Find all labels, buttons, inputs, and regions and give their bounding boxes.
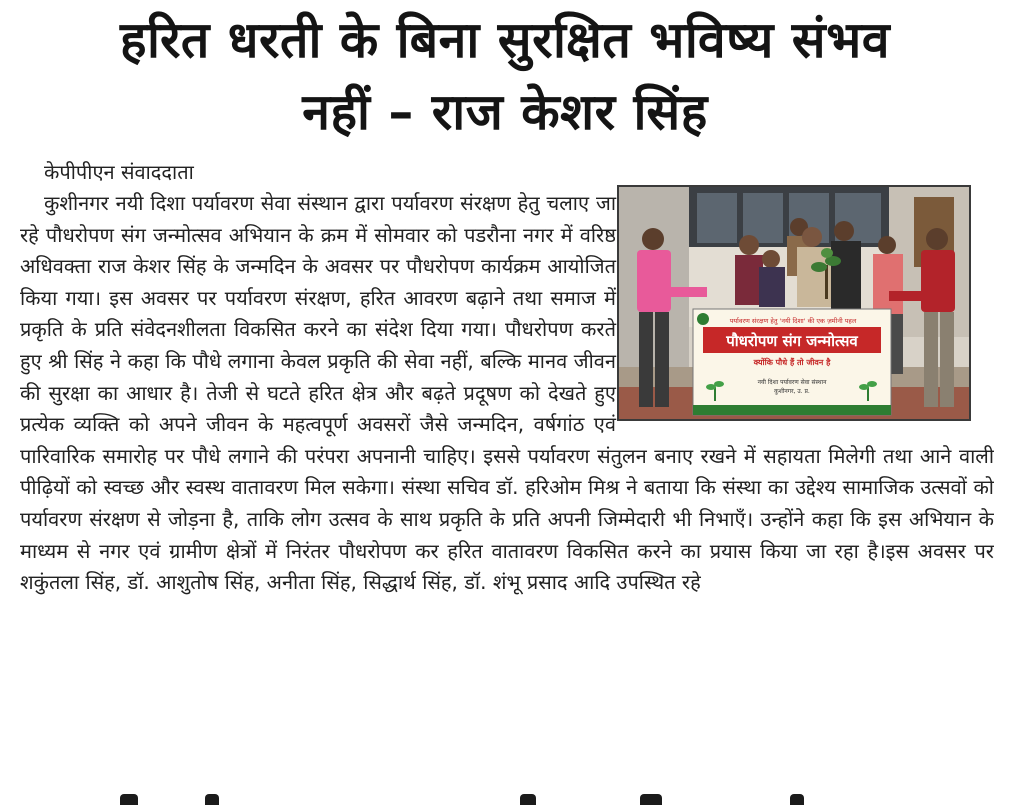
clipped-next-headline <box>0 790 1009 805</box>
clipped-glyph <box>120 794 138 805</box>
headline-line-1: हरित धरती के बिना सुरक्षित भविष्य संभव <box>119 11 891 69</box>
article-byline: केपीपीएन संवाददाता <box>44 160 194 184</box>
clipped-glyph <box>790 794 804 805</box>
article-body: कुशीनगर नयी दिशा पर्यावरण सेवा संस्थान द्वारा पर्यावरण संरक्षण हेतु चलाए जा रहे पौधरोपण संग जन्मोत्सव अभियान के क्रम में सोमवार को पडरौना नगर में वरिष्ठ अधिवक्ता राज केशर सिंह के जन्मदिन के अवसर पर पौधरोपण कार्यक्रम आयोजित किया गया। इस अवसर पर पर्यावरण संरक्षण, हरित आवरण बढ़ाने तथा समाज में प्रकृति के प्रति संवेदनशीलता विकसित करने का संदेश दिया गया। पौधरोपण करते हुए श्री सिंह ने कहा कि पौधे लगाना केवल प्रकृति की सेवा नहीं, बल्कि मानव जीवन की सुरक्षा का आधार है। तेजी से घटते हरित क्षेत्र और बढ़ते प्रदूषण को देखते हुए प्रत्येक व्यक्ति को अपने जीवन के महत्वपूर्ण अवसरों जैसे जन्मदिन, वर्षगांठ एवं पारिवारिक समारोह पर पौधे लगाने की परंपरा अपनानी चाहिए। इससे पर्यावरण संतुलन बनाए रखने में सहायता मिलेगी तथा आने वाली पीढ़ियों को स्वच्छ और स्वस्थ वातावरण मिल सकेगा। संस्था सचिव डॉ. हरिओम मिश्र ने बताया कि संस्था का उद्देश्य सामाजिक उत्सवों को पर्यावरण संरक्षण से जोड़ना है, ताकि लोग उत्सव के साथ प्रकृति के प्रति अपनी जिम्मेदारी भी निभाएँ। उन्होंने कहा कि इस अभियान के माध्यम से नगर एवं ग्रामीण क्षेत्रों में निरंतर पौधरोपण कर हरित वातावरण विकसित करने का प्रयास किया जा रहा है।इस अवसर पर शकुंतला सिंह, डॉ. आशुतोष सिंह, अनीता सिंह, सिद्धार्थ सिंह, डॉ. शंभू प्रसाद आदि उपस्थित रहे <box>20 191 994 595</box>
headline-line-2: नहीं – राज केशर सिंह <box>302 83 708 141</box>
article-headline <box>20 4 990 148</box>
clipped-glyph <box>205 794 219 805</box>
banner-tagline-text: क्योंकि पौधे हैं तो जीवन है <box>753 358 831 367</box>
banner-title-text: पौधरोपण संग जन्मोत्सव <box>726 332 858 350</box>
clipped-glyph <box>520 794 536 805</box>
banner-top-text: पर्यावरण संरक्षण हेतु 'नयी दिशा' की एक ज़मीनी पहल <box>729 317 857 325</box>
photo-illustration <box>619 187 969 419</box>
banner-org-text: नयी दिशा पर्यावरण सेवा संस्थान <box>757 379 827 386</box>
article-photo <box>617 185 971 421</box>
banner-place-text: कुशीनगर, उ. प्र. <box>774 388 810 395</box>
clipped-glyph <box>640 794 662 805</box>
